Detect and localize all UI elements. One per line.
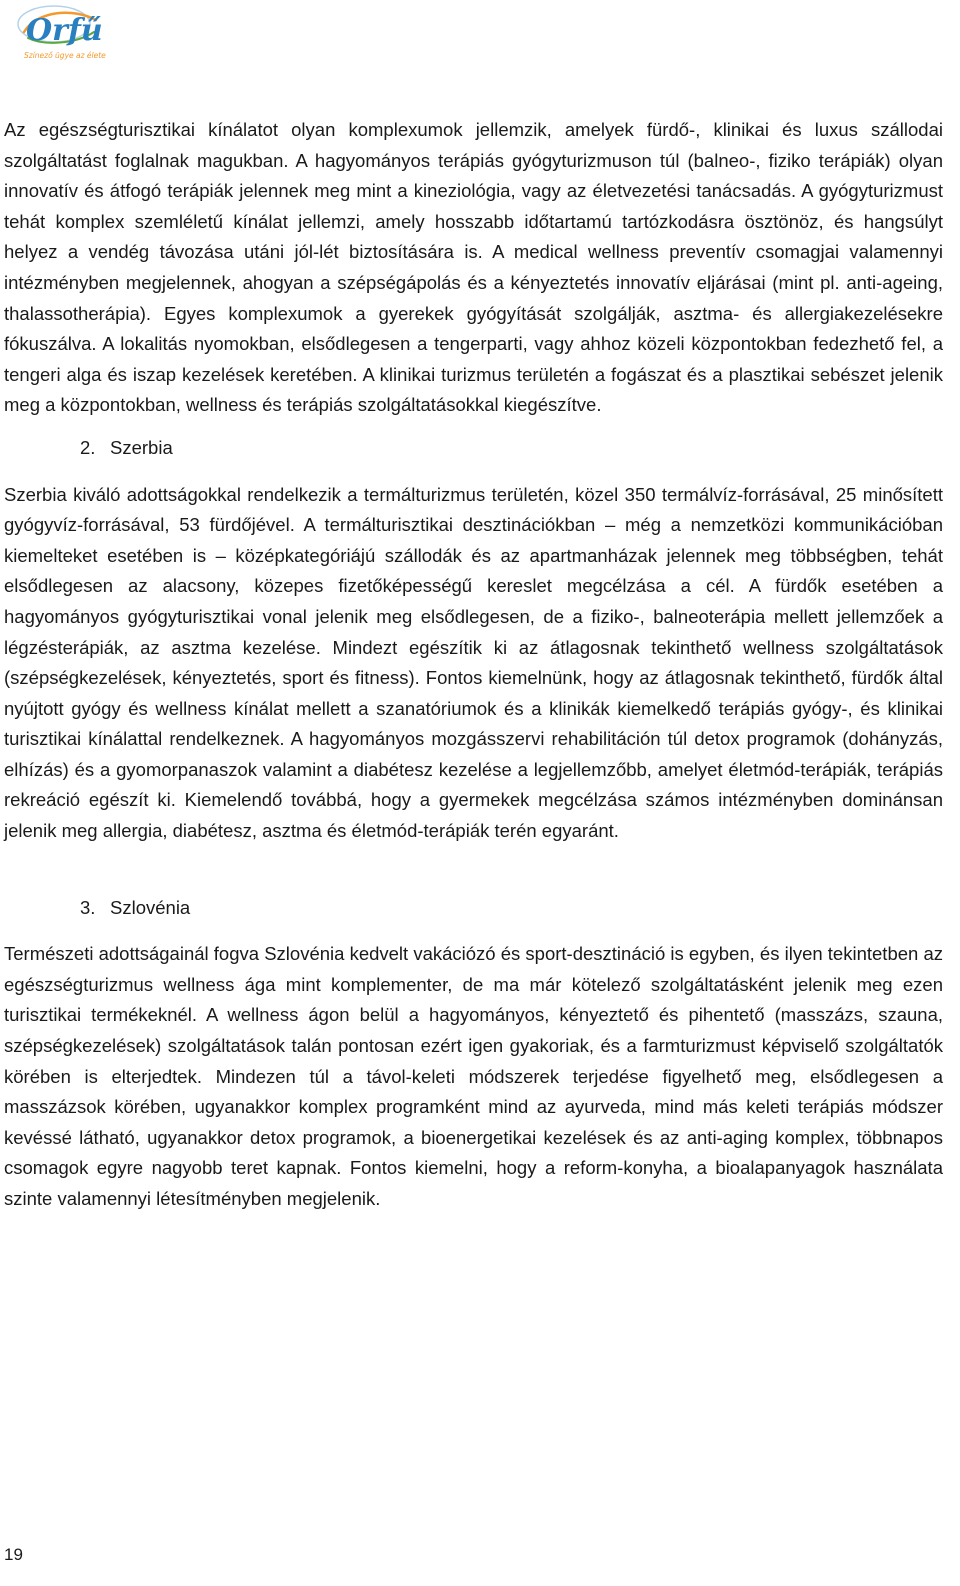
section-number: 3. <box>80 896 96 918</box>
document-body <box>4 115 943 1215</box>
orfu-logo-graphic <box>14 2 106 66</box>
paragraph-serbia: Szerbia kiváló adottságokkal rendelkezik a termálturizmus területén, közel 350 termálvíz-forrásával, 25 minősített gyógyvíz-forrásával, 53 fürdőjével. A termálturisztikai desztinációkban – még a nemzetközi kommunikációban kiemelteket esetében is – középkategóriájú szállodák és az apartmanházak jelennek meg többségben, tehát elsődlegesen az alacsony, közepes fizetőképességű kereslet megcélzása a cél. A fürdők esetében a hagyományos gyógyturisztikai vonal jelenik meg elsődlegesen, de a fiziko-, balneoterápia mellett jellemzőek a légzésterápiák, az asztma kezelése. Mindezt egészítik ki az átlagosnak tekinthető wellness szolgáltatások (szépségkezelések, kényeztetés, sport és fitness). Fontos kiemelnünk, hogy az átlagosnak tekinthető, fürdők által nyújtott gyógy és wellness kínálat mellett a szanatóriumok és a klinikák kiemelkedő terápiás gyógy-, és klinikai turisztikai kínálattal rendelkeznek. A hagyományos mozgásszervi rehabilitáción túl detox programok (dohányzás, elhízás) és a gyomorpanaszok valamint a diabétesz kezelése a legjellemzőbb, amelyet életmód-terápiák, terápiás rekreáció egészít ki. Kiemelendő továbbá, hogy a gyermekek megcélzása számos intézményben dominánsan jelenik meg allergia, diabétesz, asztma és életmód-terápiák terén egyaránt. <box>4 483 943 842</box>
orfu-logo <box>14 2 106 66</box>
section-heading-slovenia <box>4 893 943 924</box>
section-title: Szlovénia <box>110 896 191 918</box>
section-title: Szerbia <box>110 436 173 458</box>
page-number: 19 <box>4 1545 23 1564</box>
logo-tagline: Színező ügye az életed <box>24 51 106 60</box>
paragraph-intro: Az egészségturisztikai kínálatot olyan komplexumok jellemzik, amelyek fürdő-, klinikai és luxus szállodai szolgáltatást foglalnak magukban. A hagyományos terápiás gyógyturizmuson túl (balneo-, fiziko terápiák) olyan innovatív és átfogó terápiák jelennek meg mint a kineziológia, vagy az életvezetési tanácsadás. A gyógyturizmust tehát komplex szemléletű kínálat jellemzi, amely hosszabb időtartamú tartózkodásra ösztönöz, és hangsúlyt helyez a vendég távozása utáni jól-lét biztosítására is. A medical wellness preventív csomagjai valamennyi intézményben megjelennek, ahogyan a szépségápolás és a kényeztetés innovatív eljárásai (mint pl. anti-ageing, thalassotherápia). Egyes komplexumok a gyerekek gyógyítását szolgálják, asztma- és allergiakezelésekre fókuszálva. A lokalitás nyomokban, elsődlegesen a tengerparti, vagy ahhoz közeli központokban fedezhető fel, a tengeri alga és iszap kezelések keretében. A klinikai turizmus területén a fogászat és a plasztikai sebészet jelenik meg a központokban, wellness és terápiás szolgáltatásokkal kiegészítve. <box>4 119 943 416</box>
section-number: 2. <box>80 436 96 458</box>
paragraph-slovenia: Természeti adottságainál fogva Szlovénia kedvelt vakációzó és sport-desztináció is egyben, és ilyen tekintetben az egészségturizmus wellness ága mint komplementer, de ma már kötelező szolgáltatásként jelenik meg ezen turisztikai termékeknél. A wellness ágon belül a hagyományos, kényeztető és pihentető (masszázs, szauna, szépségkezelések) szolgáltatások talán pontosan ezért igen gyakoriak, és a farmturizmust képviselő szolgáltatók körében is elterjedtek. Mindezen túl a távol-keleti módszerek terjedése figyelhető meg, elsődlegesen a masszázsok körében, ugyanakkor komplex programként mind az ayurveda, mind más keleti terápiás módszer kevéssé látható, ugyanakkor detox programok, a bioenergetikai kezelések és az anti-aging komplex, többnapos csomagok egyre nagyobb teret kapnak. Fontos kiemelni, hogy a reform-konyha, a bioalapanyagok használata szinte valamennyi létesítményben megjelenik. <box>4 943 943 1209</box>
section-heading-serbia <box>4 433 943 464</box>
logo-wordmark: Orfű <box>26 13 103 48</box>
